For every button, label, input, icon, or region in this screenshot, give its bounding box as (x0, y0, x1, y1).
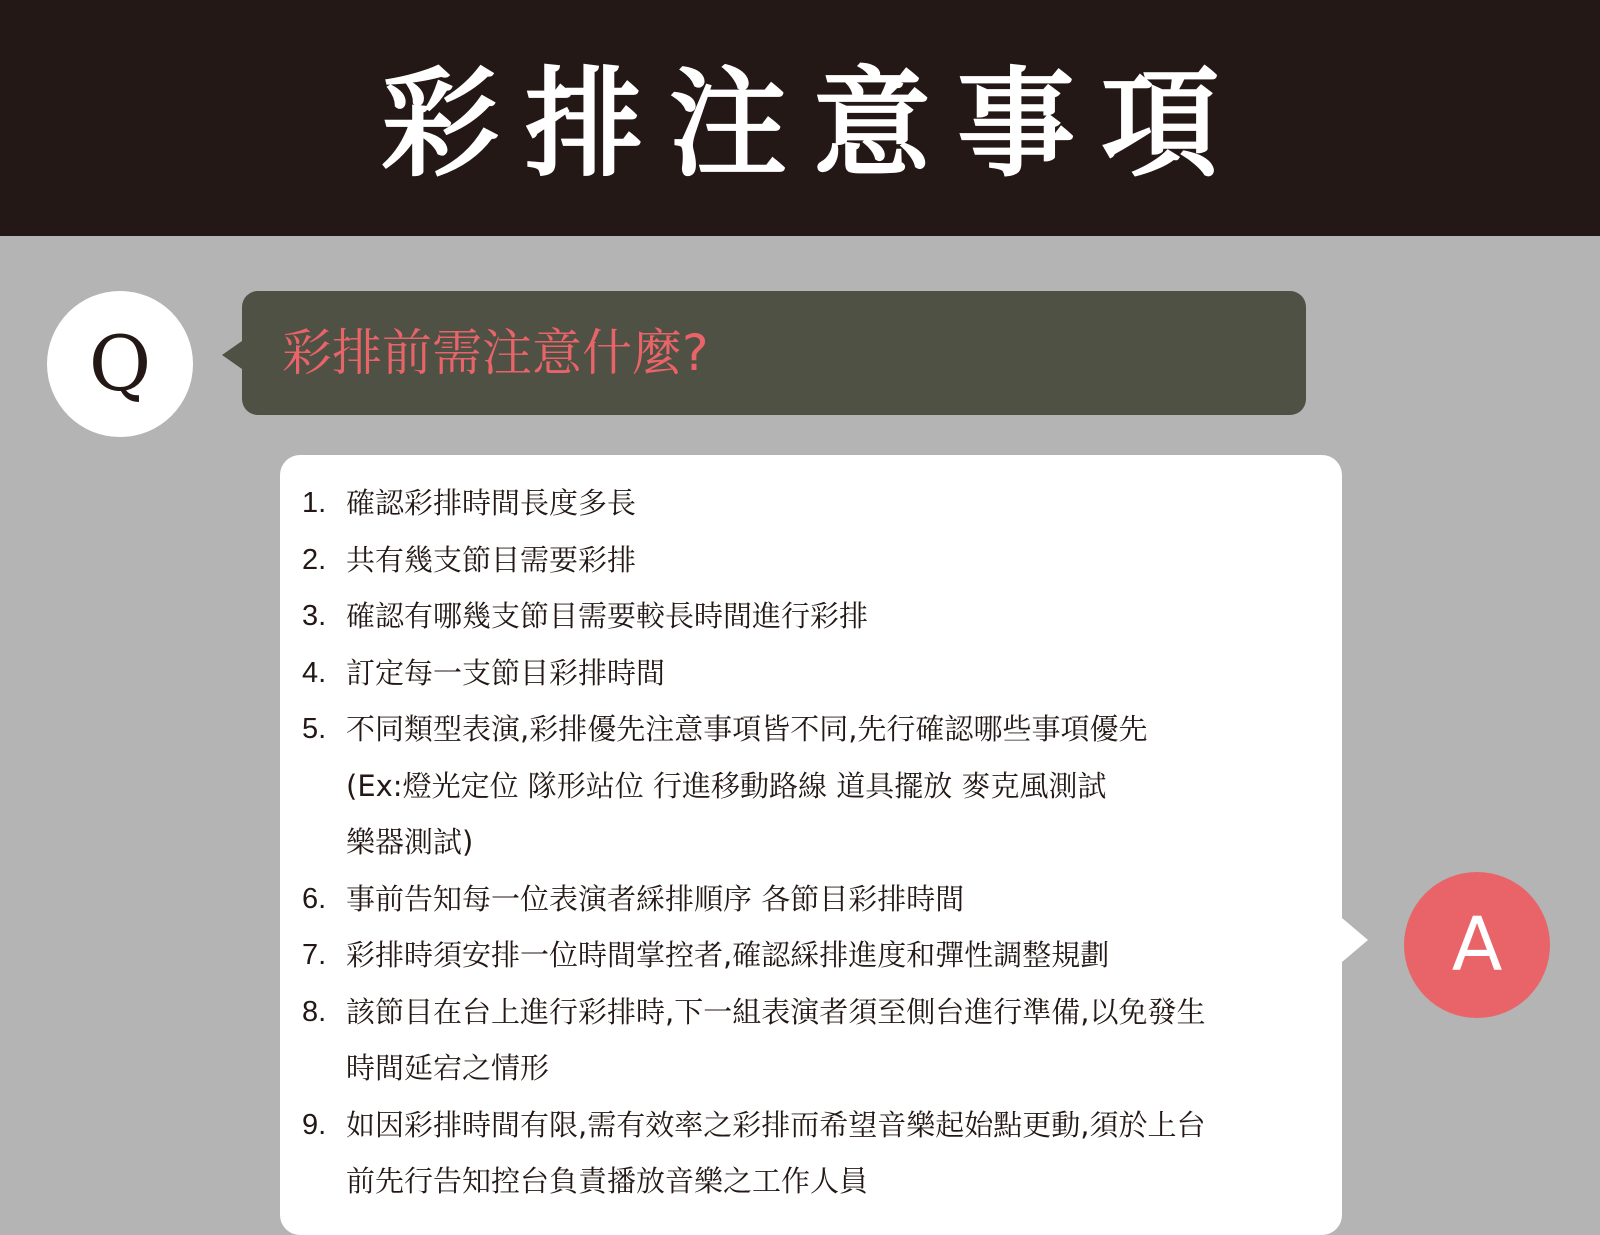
question-text: 彩排前需注意什麼? (282, 324, 709, 382)
list-item-text: 時間延宕之情形 (346, 1051, 550, 1085)
question-bubble-tail (222, 341, 242, 369)
list-item-number: 2. (302, 543, 327, 576)
list-item (302, 927, 1322, 984)
list-item-text: 共有幾支節目需要彩排 (346, 542, 637, 577)
list-item-text: 該節目在台上進行彩排時,下一組表演者須至側台進行準備,以免發生 (346, 994, 1206, 1029)
header-banner (0, 0, 1600, 236)
list-item-text: 確認有哪幾支節目需要較長時間進行彩排 (346, 599, 869, 633)
answer-card (280, 455, 1342, 1235)
list-item (302, 532, 1322, 589)
list-item-text: 訂定每一支節目彩排時間 (346, 655, 666, 690)
list-item-number: 3. (302, 600, 327, 632)
list-item-text: 樂器測試) (346, 825, 474, 859)
list-item (302, 588, 1322, 645)
list-item-number: 5. (302, 713, 327, 745)
list-item-text: 如因彩排時間有限,需有效率之彩排而希望音樂起始點更動,須於上台 (346, 1107, 1206, 1142)
list-item-text: 確認彩排時間長度多長 (346, 486, 637, 520)
list-item-number: 6. (302, 882, 327, 915)
list-item (302, 645, 1322, 702)
page-title: 彩排注意事項 (380, 54, 1245, 193)
answer-list (302, 475, 1322, 1210)
list-item (302, 871, 1322, 928)
list-item (302, 1097, 1322, 1210)
list-item-number: 4. (302, 656, 327, 689)
list-item-text: (Ex:燈光定位 隊形站位 行進移動路線 道具擺放 麥克風測試 (346, 768, 1107, 803)
question-badge: Q (47, 291, 193, 437)
list-item (302, 475, 1322, 532)
list-item-text: 彩排時須安排一位時間掌控者,確認綵排進度和彈性調整規劃 (346, 938, 1110, 972)
list-item-number: 8. (302, 995, 327, 1028)
list-item (302, 984, 1322, 1097)
list-item-text: 不同類型表演,彩排優先注意事項皆不同,先行確認哪些事項優先 (346, 712, 1148, 746)
question-bubble (242, 291, 1306, 415)
list-item-number: 7. (302, 939, 327, 971)
list-item-text: 事前告知每一位表演者綵排順序 各節目彩排時間 (346, 881, 965, 916)
list-item-number: 1. (302, 487, 327, 519)
list-item (302, 701, 1322, 871)
answer-bubble-tail (1342, 918, 1368, 962)
list-item-text: 前先行告知控台負責播放音樂之工作人員 (346, 1164, 869, 1198)
answer-badge: A (1404, 872, 1550, 1018)
list-item-number: 9. (302, 1108, 327, 1141)
